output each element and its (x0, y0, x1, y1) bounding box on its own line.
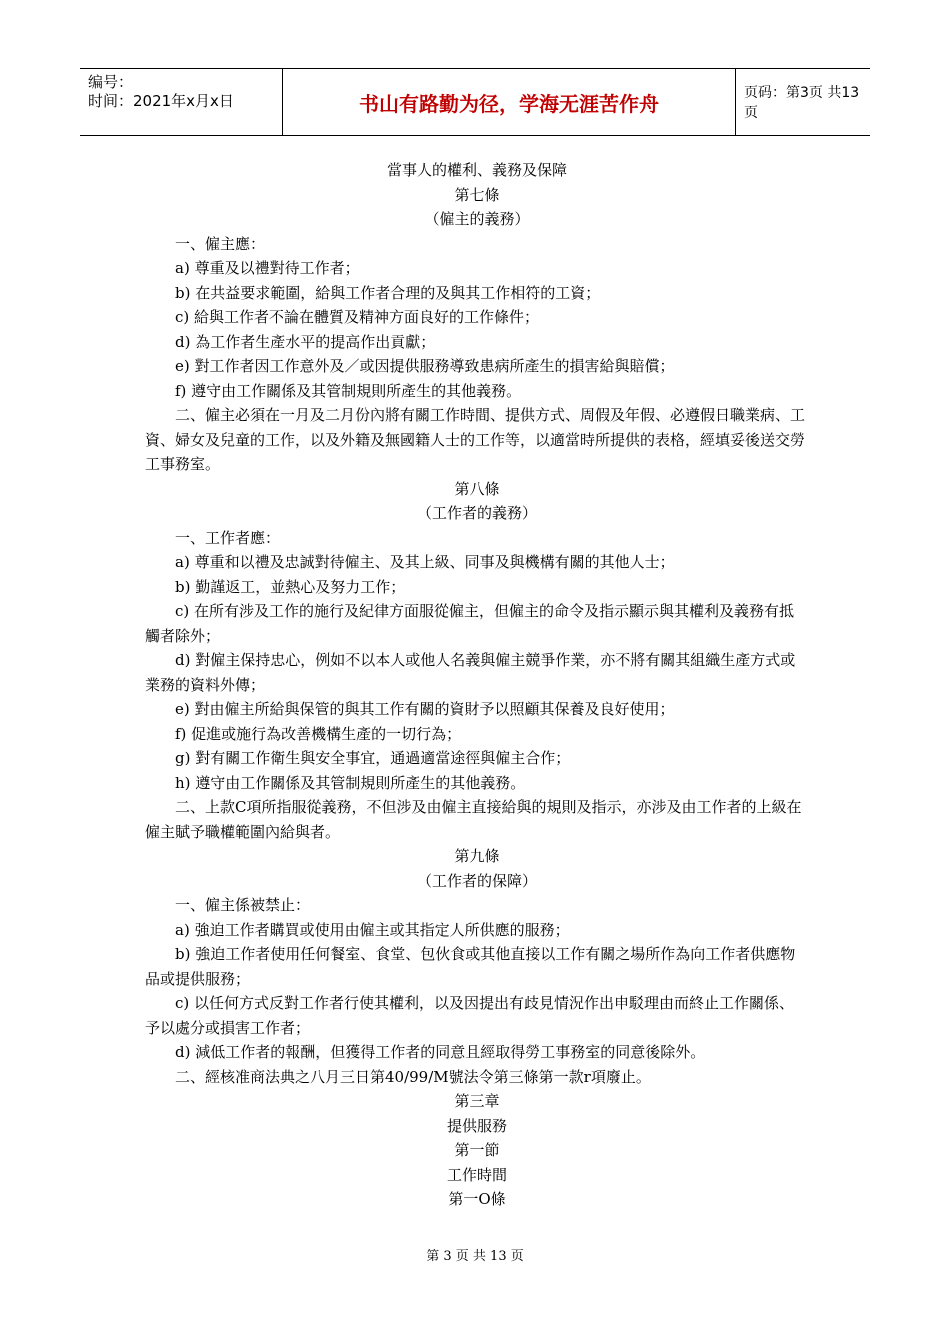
article-8-paragraph-1: 一、工作者應： (175, 528, 281, 547)
header-meta (80, 69, 282, 135)
article-8-item-h: h) 遵守由工作關係及其管制規則所產生的其他義務。 (175, 773, 526, 792)
article-7-item-a: a) 尊重及以禮對待工作者； (175, 259, 360, 277)
article-9-title: 第九條 (454, 847, 500, 865)
article-8-paragraph-2: 二、上款C項所指服從義務，不但涉及由僱主直接給與的規則及指示，亦涉及由工作者的上級在僱主賦予職權範圍內給與者。 (145, 798, 802, 841)
article-9-paragraph-2: 二、經核准商法典之八月三日第40/99/M號法令第三條第一款r項廢止。 (175, 1067, 651, 1086)
article-8-item-e: e) 對由僱主所給與保管的與其工作有關的資財予以照顧其保養及良好使用； (175, 700, 675, 718)
doc-number-label: 编号： (88, 73, 134, 91)
article-8-item-f: f) 促進或施行為改善機構生產的一切行為； (175, 724, 462, 743)
page-footer: 第 3 页 共 13 页 (426, 1249, 524, 1264)
article-8-item-g: g) 對有關工作衛生與安全事宜，通過適當途徑與僱主合作； (175, 749, 571, 767)
doc-time-label: 时间：2021年x月x日 (88, 92, 234, 110)
header-motto: 书山有路勤为径，学海无涯苦作舟 (282, 69, 736, 135)
article-7-title: 第七條 (454, 185, 500, 204)
article-8-item-d: d) 對僱主保持忠心，例如不以本人或他人名義與僱主競爭作業，亦不將有關其組織生產方式或業務的資料外傳； (145, 651, 796, 694)
article-8-item-b: b) 勤謹返工，並熱心及努力工作； (175, 577, 406, 596)
article-7-paragraph-2: 二、僱主必須在一月及二月份內將有關工作時間、提供方式、周假及年假、必遵假日職業病、工資、婦女及兒童的工作，以及外籍及無國籍人士的工作等，以適當時所提供的表格，經填妥後送交勞工事務室。 (145, 406, 806, 473)
article-9-item-c: c) 以任何方式反對工作者行使其權利，以及因提出有歧見情況作出申駁理由而終止工作關係、予以處分或損害工作者； (145, 994, 795, 1037)
article-7-paragraph-1: 一、僱主應： (175, 234, 266, 253)
article-8-item-c: c) 在所有涉及工作的施行及紀律方面服從僱主，但僱主的命令及指示顯示與其權利及義務有抵觸者除外； (145, 602, 795, 645)
article-7-subtitle: （僱主的義務） (424, 210, 530, 228)
article-7-item-e: e) 對工作者因工作意外及／或因提供服務導致患病所產生的損害給與賠償； (175, 357, 675, 375)
article-8-item-a: a) 尊重和以禮及忠誠對待僱主、及其上級、同事及與機構有關的其他人士； (175, 553, 675, 571)
article-9-item-d: d) 減低工作者的報酬，但獲得工作者的同意且經取得勞工事務室的同意後除外。 (175, 1043, 706, 1061)
section-title: 工作時間 (446, 1165, 507, 1184)
article-9-paragraph-1: 一、僱主係被禁止： (175, 896, 311, 914)
chapter-number: 第三章 (454, 1092, 500, 1110)
article-8-title: 第八條 (454, 479, 500, 498)
article-9-item-b: b) 強迫工作者使用任何餐室、食堂、包伙食或其他直接以工作有關之場所作為向工作者供應物品或提供服務； (145, 945, 796, 988)
article-7-item-b: b) 在共益要求範圍，給與工作者合理的及與其工作相符的工資； (175, 283, 601, 302)
article-9-item-a: a) 強迫工作者購買或使用由僱主或其指定人所供應的服務； (175, 920, 570, 939)
section-number: 第一節 (454, 1141, 500, 1159)
article-9-subtitle: （工作者的保障） (416, 871, 537, 890)
article-7-item-f: f) 遵守由工作關係及其管制規則所產生的其他義務。 (175, 381, 522, 400)
header-page-info: 页码：第3页 共13页 (744, 85, 860, 121)
section-heading: 當事人的權利、義務及保障 (386, 161, 567, 179)
article-7-item-c: c) 給與工作者不論在體質及精神方面良好的工作條件； (175, 308, 540, 326)
document-body (145, 158, 809, 1212)
article-8-subtitle: （工作者的義務） (416, 504, 537, 522)
article-7-item-d: d) 為工作者生產水平的提高作出貢獻； (175, 332, 436, 351)
page-header (80, 68, 870, 136)
chapter-title: 提供服務 (446, 1116, 507, 1135)
article-10-title: 第一O條 (448, 1190, 506, 1208)
